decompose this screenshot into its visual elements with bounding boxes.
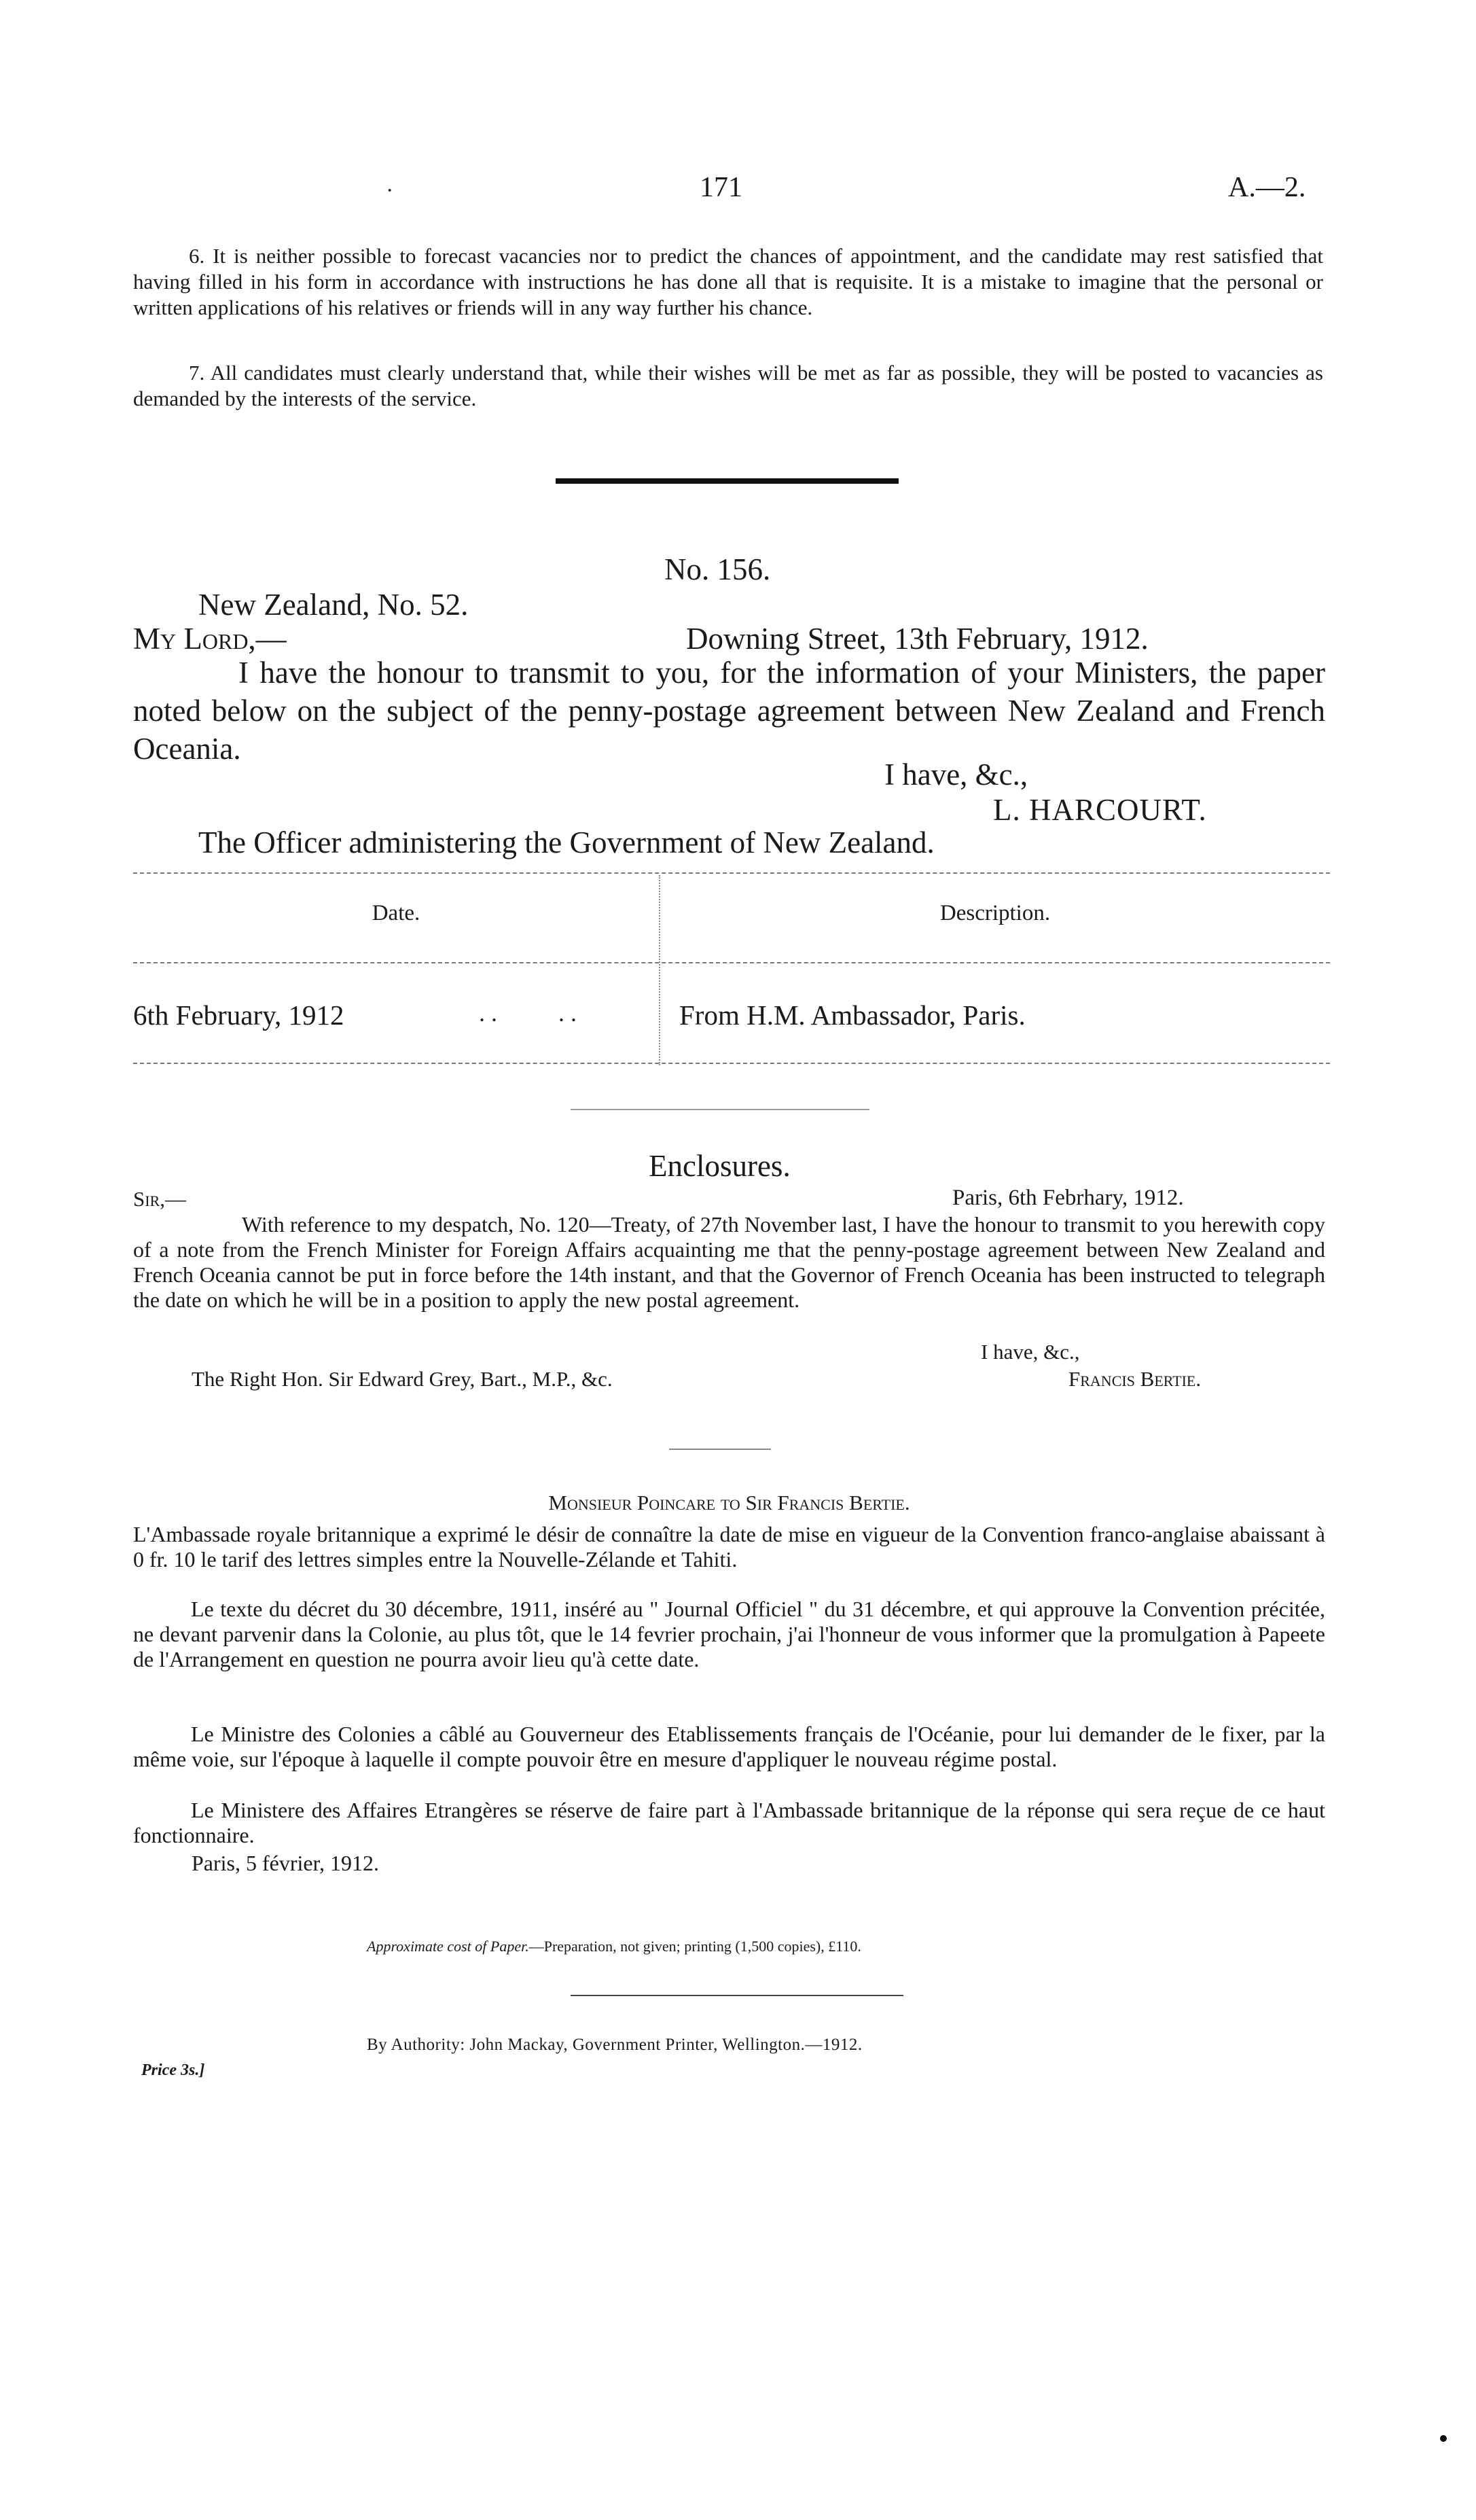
french-note-paragraph: L'Ambassade royale britannique a exprimé le désir de connaître la date de mise en vigueur de la Convention franco-anglaise abaissant à 0 fr. 10 le tarif des lettres simples entre la Nouvelle-Zélande et Tahiti. [133, 1522, 1325, 1572]
despatch-number: No. 156. [664, 552, 771, 586]
table-cell-date: 6th February, 1912 [133, 999, 344, 1031]
table-bottom-rule [133, 1063, 1330, 1064]
price: Price 3s.] [141, 2061, 205, 2079]
french-note-paragraph: Le Ministere des Affaires Etrangères se réserve de faire part à l'Ambassade britannique de la réponse qui sera reçue de ce haut fonctionnaire. [133, 1798, 1325, 1847]
paragraph-7: 7. All candidates must clearly understand that, while their wishes will be met as far as possible, they will be posted to vacancies as demanded by the interests of the service. [133, 361, 1323, 410]
french-note-heading: Monsieur Poincare to Sir Francis Bertie. [548, 1491, 910, 1514]
paper-reference: A.—2. [1228, 172, 1306, 203]
enclosure-closing: I have, &c., [981, 1340, 1080, 1364]
short-divider [571, 1109, 869, 1110]
cost-line [367, 1938, 861, 1955]
paragraph-6: 6. It is neither possible to forecast vacancies nor to predict the chances of appointment, and the candidate may rest satisfied that having filled in his form in accordance with instructions he has done all that is requisite. It is a mistake to imagine that the personal or written applications of his relatives or friends will in any way further his chance. [133, 244, 1323, 319]
enclosure-salutation: Sir,— [133, 1187, 186, 1211]
table-header-date: Date. [372, 901, 420, 925]
page-number: 171 [700, 172, 742, 203]
despatch-addressee: The Officer administering the Government of New Zealand. [198, 826, 935, 859]
enclosure-body: With reference to my despatch, No. 120—Treaty, of 27th November last, I have the honour to transmit to you herewith copy of a note from the French Minister for Foreign Affairs acquainting me that the penny-postage agreement between New Zealand and French Oceania cannot be put in force before the 14th instant, and that the Governor of French Oceania has been instructed to telegraph the date on which he will be in a position to apply the new postal agreement. [133, 1212, 1325, 1312]
french-note-paragraph: Le texte du décret du 30 décembre, 1911, inséré au " Journal Officiel " du 31 décembre, et qui approuve la Convention précitée, ne devant parvenir dans la Colonie, au plus tôt, que le 14 fevrier prochain, j'ai l'honneur de vous informer que la promulgation à Papeete de l'Arrangement en question ne pourra avoir lieu qu'à cette date. [133, 1597, 1325, 1671]
printer-authority: By Authority: John Mackay, Government Printer, Wellington.—1912. [367, 2036, 863, 2054]
despatch-signature: L. HARCOURT. [993, 793, 1207, 827]
enclosure-addressee: The Right Hon. Sir Edward Grey, Bart., M.P., &c. [192, 1367, 613, 1391]
table-cell-leaders: . . . . [479, 999, 577, 1027]
table-header-rule [133, 962, 1330, 963]
enclosures-title: Enclosures. [649, 1149, 791, 1183]
despatch-salutation: My Lord,— [133, 622, 287, 656]
section-divider [556, 478, 899, 484]
despatch-closing: I have, &c., [884, 758, 1028, 792]
short-divider-2 [669, 1449, 771, 1450]
enclosure-signature: Francis Bertie. [1068, 1367, 1202, 1391]
cost-text: —Preparation, not given; printing (1,500 copies), £110. [528, 1938, 861, 1955]
french-note-place-date: Paris, 5 février, 1912. [192, 1851, 379, 1875]
cost-label: Approximate cost of Paper. [367, 1938, 529, 1955]
enclosure-place-date: Paris, 6th Febrhary, 1912. [952, 1186, 1184, 1210]
despatch-body: I have the honour to transmit to you, for the information of your Ministers, the paper noted below on the subject of the penny-postage agreement between New Zealand and French Oceania. [133, 656, 1325, 766]
table-cell-description: From H.M. Ambassador, Paris. [679, 999, 1026, 1031]
footer-divider [571, 1995, 903, 1996]
table-header-description: Description. [939, 901, 1051, 925]
despatch-reference: New Zealand, No. 52. [198, 588, 469, 622]
margin-mark [1440, 2435, 1447, 2442]
french-note-paragraph: Le Ministre des Colonies a câblé au Gouverneur des Etablissements français de l'Océanie, pour lui demander de le fixer, par la même voie, sur l'époque à laquelle il compte pouvoir être en mesure d'appliquer le nouveau régime postal. [133, 1722, 1325, 1771]
table-top-rule [133, 872, 1330, 874]
header-dot: · [386, 178, 394, 203]
despatch-place-date: Downing Street, 13th February, 1912. [686, 622, 1149, 656]
